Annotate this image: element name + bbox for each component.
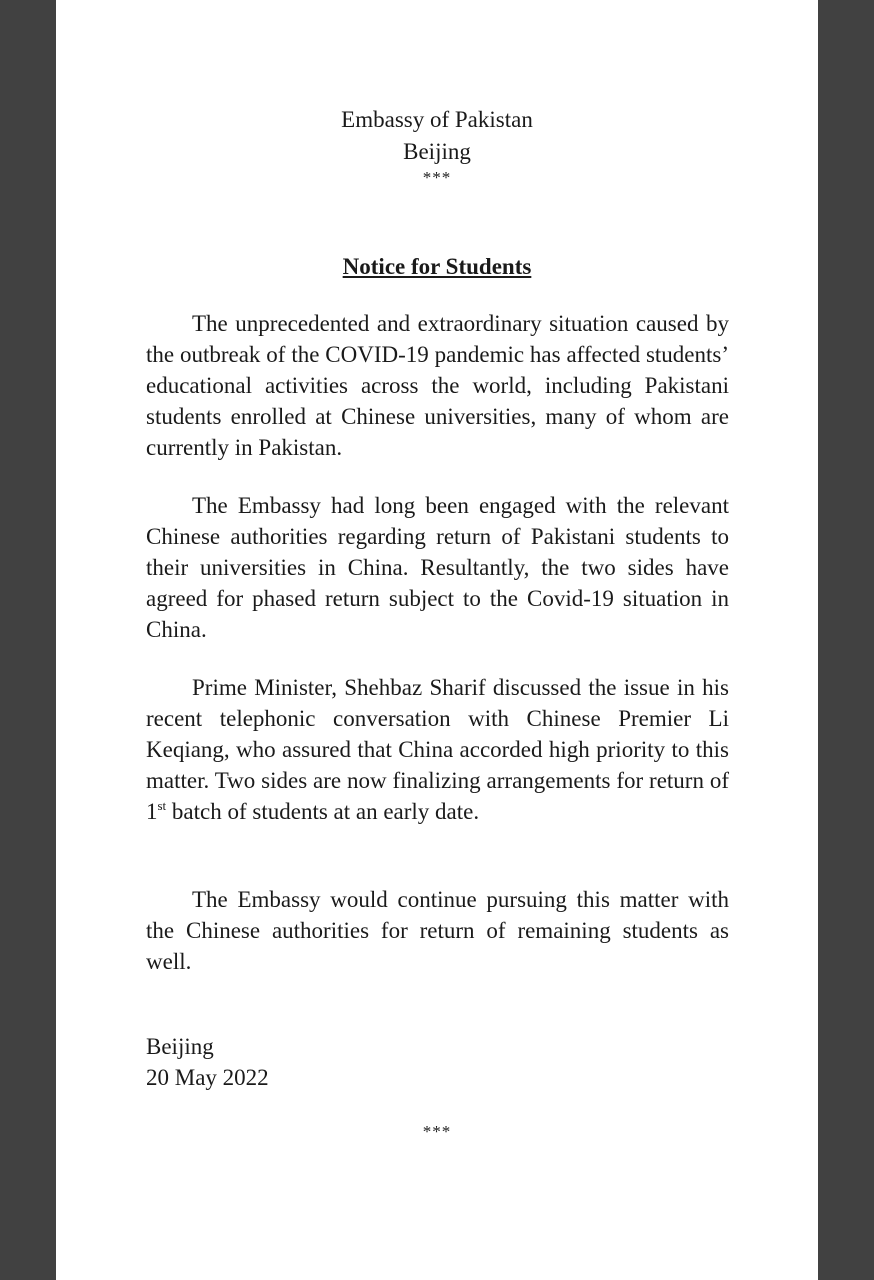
signoff-date: 20 May 2022 (146, 1065, 269, 1090)
embassy-city: Beijing (403, 139, 471, 164)
ordinal-suffix: st (157, 798, 167, 813)
paragraph-1: The unprecedented and extraordinary situation caused by the outbreak of the COVID-19 pandemic has affected students’ educational activities across the world, including Pakistani students enrolled at Chinese universities, many of whom are currently in Pakistan. (146, 311, 729, 460)
letterhead (56, 104, 818, 188)
paragraph-3-text-a: Prime Minister, Shehbaz Sharif discussed the issue in his recent telephonic conversation with Chinese Premier Li Keqiang, who assured that China accorded high priority to this matter. Two sides are now finalizing arrangements for return of 1 (146, 675, 729, 824)
paragraph-4: The Embassy would continue pursuing this matter with the Chinese authorities for return of remaining students as well. (146, 887, 729, 974)
paragraph-3-text-b: batch of students at an early date. (166, 799, 480, 824)
header-separator: *** (422, 168, 452, 187)
paragraph-2: The Embassy had long been engaged with the relevant Chinese authorities regarding return of Pakistani students to their universities in China. Resultantly, the two sides have agreed for phased return subject to the Covid-19 situation in China. (146, 493, 729, 642)
embassy-name: Embassy of Pakistan (341, 107, 533, 132)
document-page (56, 0, 818, 1280)
signoff-block (146, 1031, 269, 1093)
notice-title: Notice for Students (342, 254, 532, 279)
signoff-place: Beijing (146, 1034, 214, 1059)
end-separator: *** (422, 1122, 452, 1141)
paragraph-3 (146, 672, 729, 827)
